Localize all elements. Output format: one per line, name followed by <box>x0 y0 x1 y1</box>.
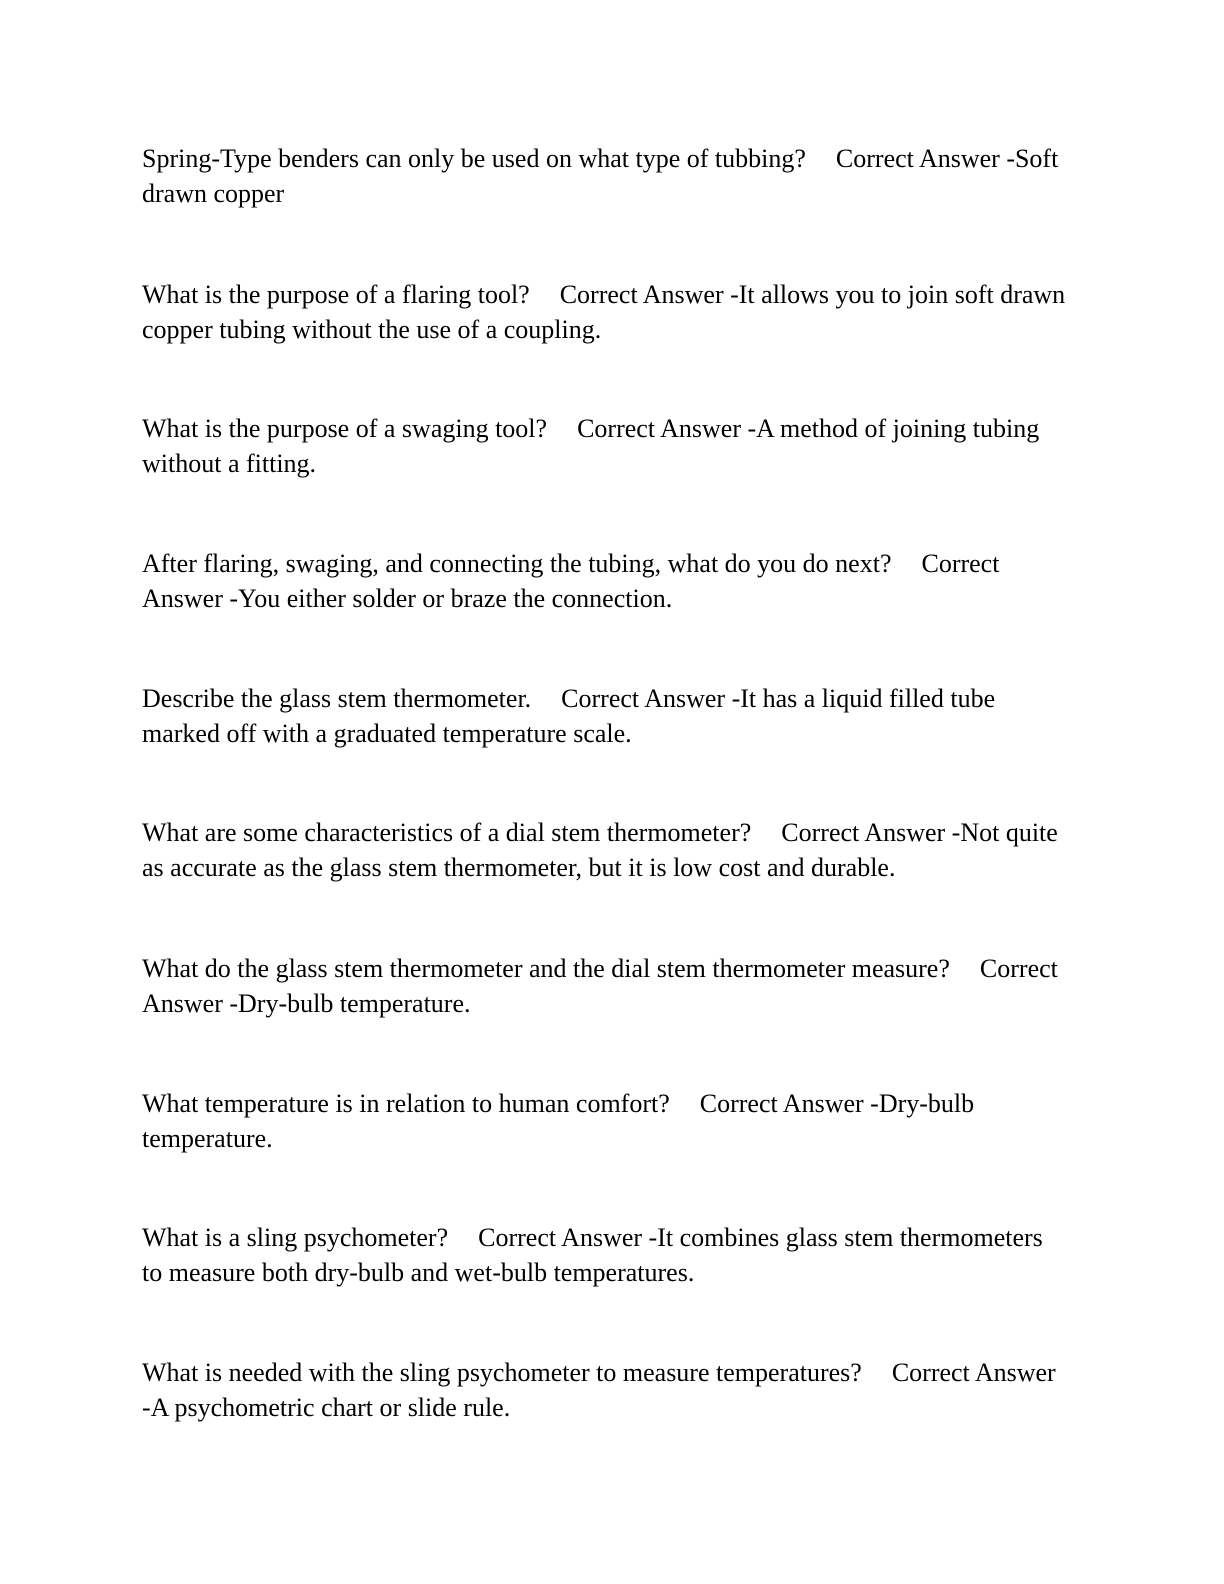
question-text: What do the glass stem thermometer and the dial stem thermometer measure? <box>142 954 950 983</box>
question-text: Spring-Type benders can only be used on what type of tubbing? <box>142 144 806 173</box>
qa-item-2 <box>142 278 1067 347</box>
qa-item-1 <box>142 142 1067 211</box>
question-text: What is needed with the sling psychometer to measure temperatures? <box>142 1358 862 1387</box>
qa-item-8 <box>142 1087 1067 1156</box>
answer-text: Correct Answer -A method of joining tubing without a fitting. <box>142 414 1040 478</box>
question-text: After flaring, swaging, and connecting the tubing, what do you do next? <box>142 549 892 578</box>
question-text: What is the purpose of a flaring tool? <box>142 280 530 309</box>
answer-text: Correct Answer -Dry-bulb temperature. <box>142 954 1058 1018</box>
question-text: What temperature is in relation to human comfort? <box>142 1089 670 1118</box>
answer-text: Correct Answer -Not quite as accurate as the glass stem thermometer, but it is low cost and durable. <box>142 818 1058 882</box>
qa-item-9 <box>142 1221 1067 1290</box>
question-text: Describe the glass stem thermometer. <box>142 684 532 713</box>
question-text: What is a sling psychometer? <box>142 1223 449 1252</box>
answer-text: Correct Answer -You either solder or braze the connection. <box>142 549 1000 613</box>
answer-text: Correct Answer -It combines glass stem thermometers to measure both dry-bulb and wet-bulb temperatures. <box>142 1223 1043 1287</box>
qa-item-7 <box>142 952 1067 1021</box>
question-text: What are some characteristics of a dial stem thermometer? <box>142 818 752 847</box>
qa-item-4 <box>142 547 1067 616</box>
answer-text: Correct Answer -Dry-bulb temperature. <box>142 1089 975 1153</box>
qa-item-6 <box>142 816 1067 885</box>
qa-item-3 <box>142 412 1067 481</box>
answer-text: Correct Answer -It allows you to join soft drawn copper tubing without the use of a coupling. <box>142 280 1066 344</box>
answer-text: Correct Answer -It has a liquid filled tube marked off with a graduated temperature scale. <box>142 684 996 748</box>
qa-item-10 <box>142 1356 1067 1425</box>
answer-text: Correct Answer -Soft drawn copper <box>142 144 1059 208</box>
answer-text: Correct Answer -A psychometric chart or slide rule. <box>142 1358 1056 1422</box>
question-text: What is the purpose of a swaging tool? <box>142 414 548 443</box>
qa-item-5 <box>142 682 1067 751</box>
